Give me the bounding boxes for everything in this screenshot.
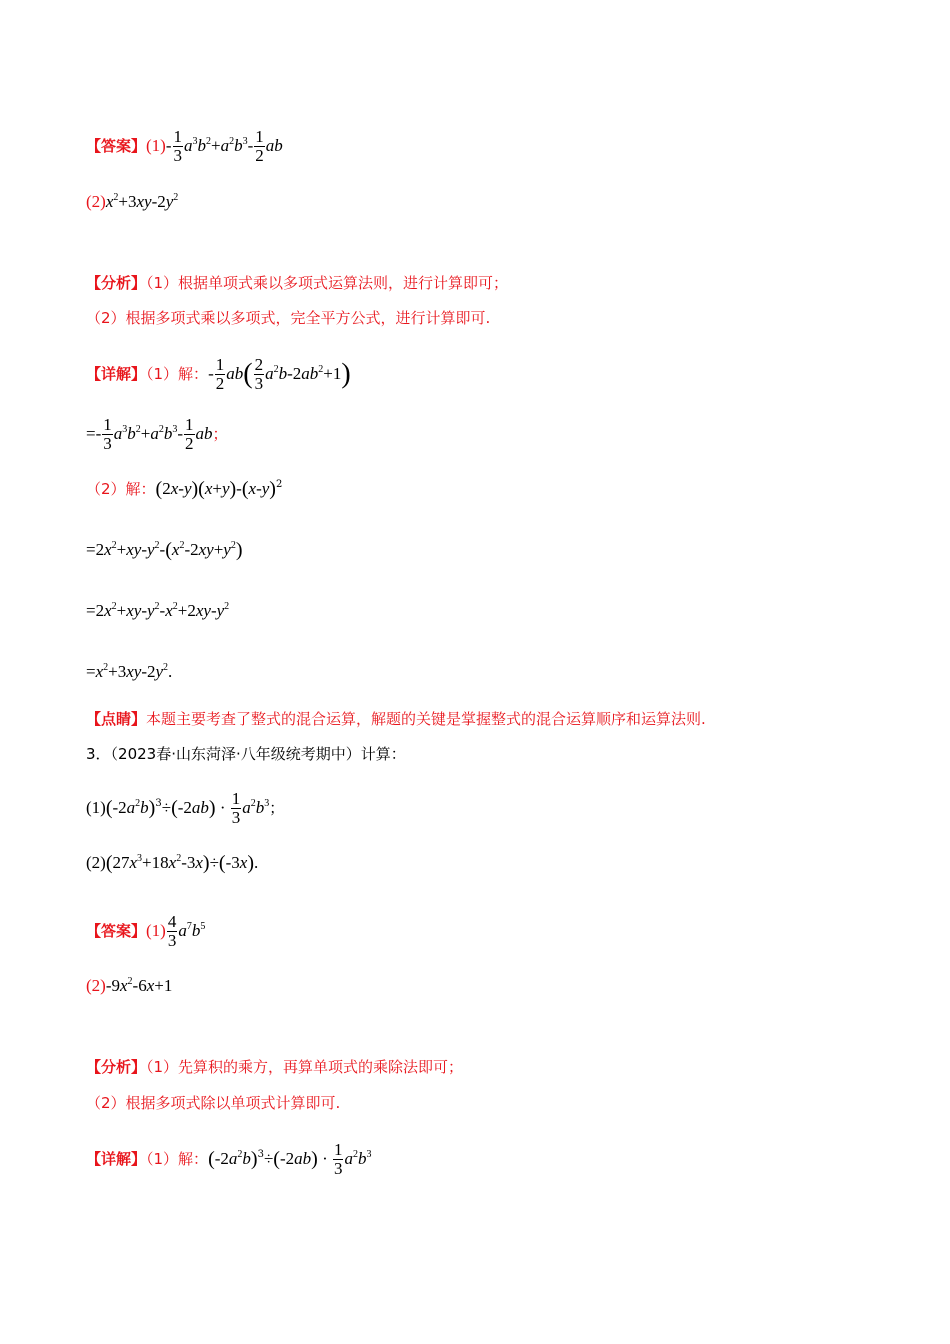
q3-stem: 3．（2023春·山东菏泽·八年级统考期中）计算： xyxy=(86,745,406,763)
q2-detail-2: （2）解：$(2x-y)(x+y)-(x-y)^2$ xyxy=(86,478,283,500)
answer-label: 【答案】 xyxy=(86,137,147,155)
analysis-label: 【分析】 xyxy=(86,274,147,292)
analysis-label: 【分析】 xyxy=(86,1058,147,1076)
q3-part-1: $(1)(-2a^2b)^3\div(-2ab)$ · $\frac{1}{3}$ $a^2b^3$； xyxy=(86,789,285,827)
q2-detail-2-step-2: $=2x^2+xy-y^2-x^2+2xy-y^2$ xyxy=(86,601,230,620)
comment-label: 【点睛】 xyxy=(86,710,147,728)
q2-comment: 【点睛】本题主要考查了整式的混合运算，解题的关键是掌握整式的混合运算顺序和运算法则. xyxy=(86,710,706,728)
q3-part-2: $(2)(27x^3+18x^2-3x)\div(-3x)$. xyxy=(86,852,259,874)
q2-answer-line-1: 【答案】(1)- $\frac{1}{3}$ $a^3b^2+a^2b^3-$ $\frac{1}{2}$ ab xyxy=(86,127,283,165)
q2-detail-2-result: $=x^2+3xy-2y^2$. xyxy=(86,662,173,681)
q3-analysis-1: 【分析】（1）先算积的乘方，再算单项式的乘除法即可； xyxy=(86,1058,464,1076)
answer-label: 【答案】 xyxy=(86,922,147,940)
q3-answer-line-2: $(2)-9x^2-6x+1$ xyxy=(86,976,173,995)
q3-answer-line-1: 【答案】(1) $\frac{4}{3}$ $a^7b^5$ xyxy=(86,912,206,950)
q2-detail-1-result: =- $\frac{1}{3}$ $a^3b^2+a^2b^3-$ $\frac{1}{2}$ ab； xyxy=(86,415,228,453)
q3-analysis-2: （2）根据多项式除以单项式计算即可. xyxy=(86,1094,341,1112)
q3-detail-1: 【详解】（1）解：$(-2a^2b)^3\div(-2ab)$ · $\frac{1}{3}$ $a^2b^3$ xyxy=(86,1140,372,1178)
q2-detail-2-step-1: $=2x^2+xy-y^2-(x^2-2xy+y^2)$ xyxy=(86,539,243,561)
detail-label: 【详解】 xyxy=(86,1150,147,1168)
q2-analysis-2: （2）根据多项式乘以多项式，完全平方公式，进行计算即可. xyxy=(86,309,491,327)
q2-detail-1: 【详解】（1）解：- $\frac{1}{2}$ ab( $\frac{2}{3}$ $a^2b-2ab^2+1$) xyxy=(86,355,351,393)
q2-analysis-1: 【分析】（1）根据单项式乘以多项式运算法则，进行计算即可； xyxy=(86,274,509,292)
detail-label: 【详解】 xyxy=(86,365,147,383)
q2-answer-line-2: $(2)x^2+3xy-2y^2$ xyxy=(86,192,179,211)
